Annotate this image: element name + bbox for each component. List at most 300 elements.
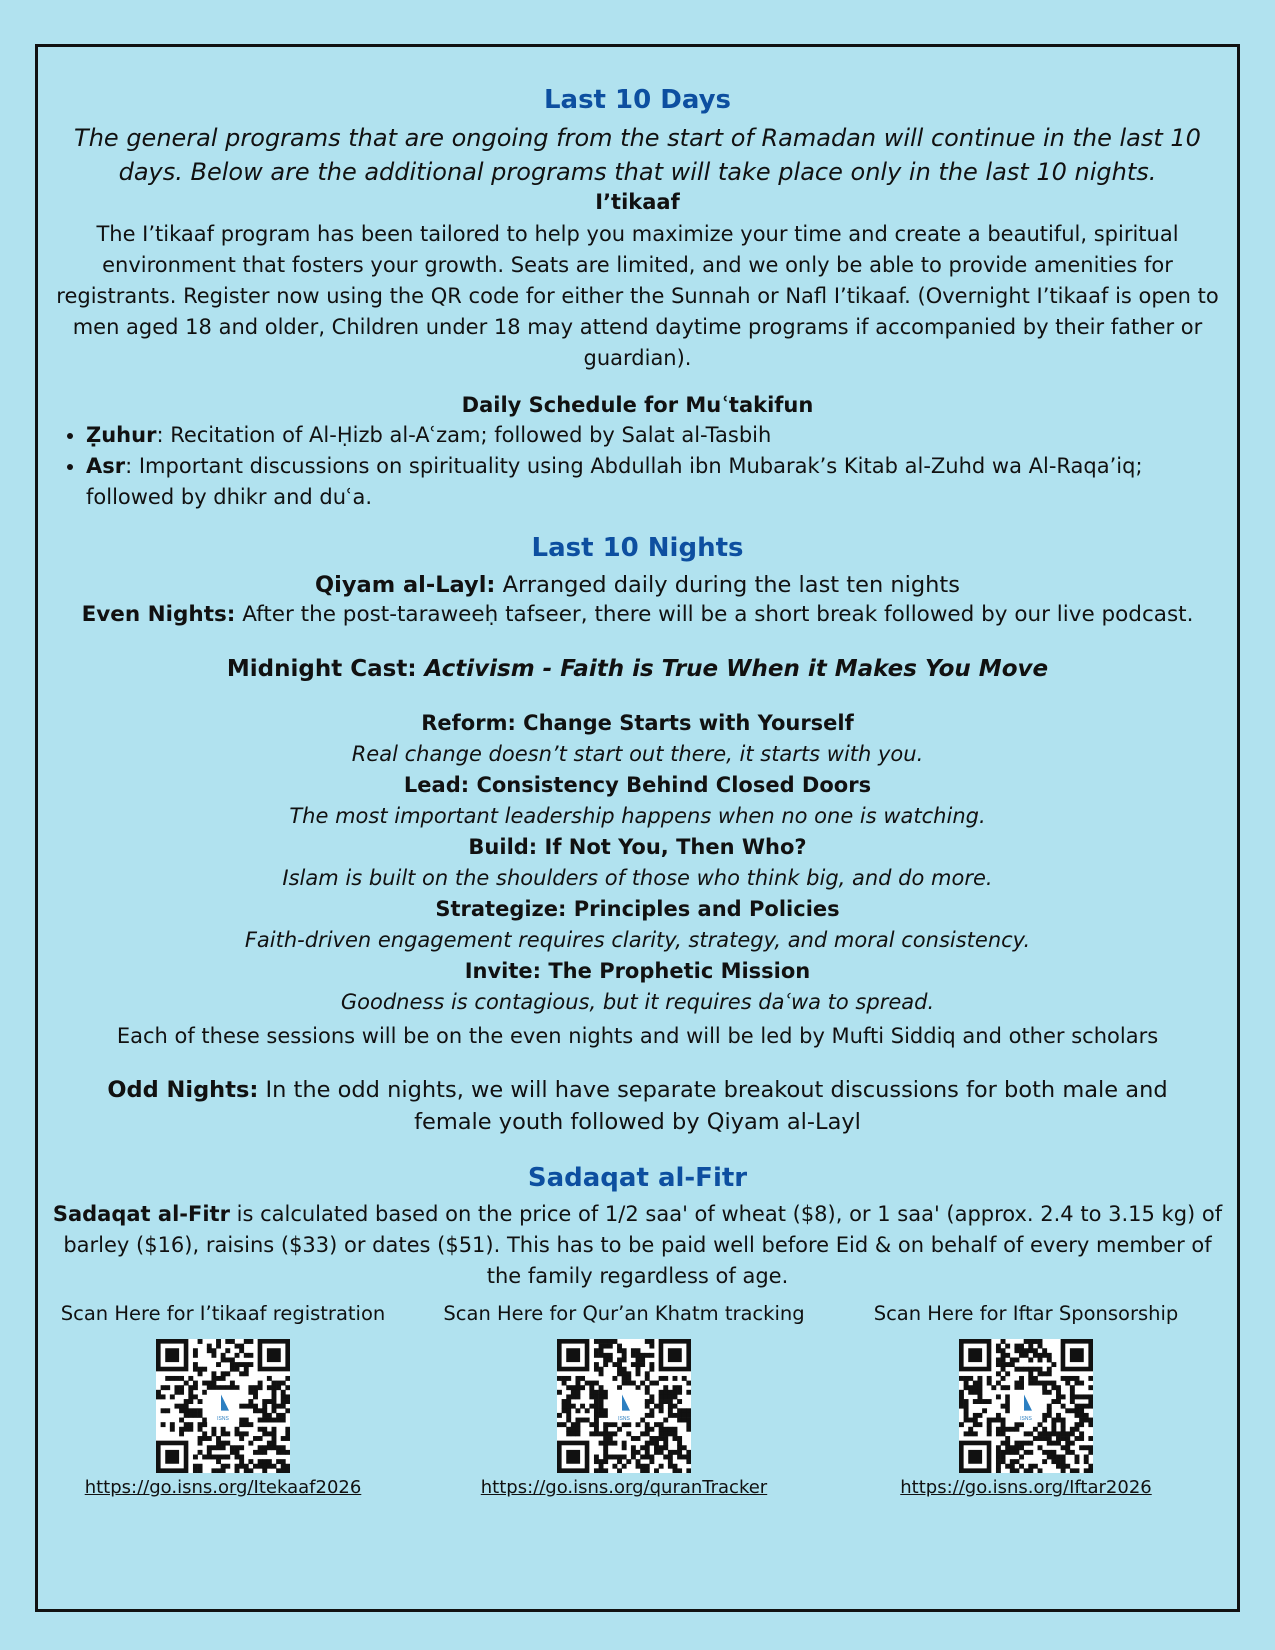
qr-module: [959, 1399, 964, 1404]
qr-module: [1084, 1418, 1089, 1423]
qr-module: [977, 1422, 982, 1427]
qr-module: [174, 1404, 179, 1409]
qr-module: [996, 1371, 1001, 1376]
qr-module: [677, 1399, 682, 1404]
qr-module: [1070, 1385, 1075, 1390]
qr-module: [659, 1445, 664, 1450]
qr-module: [1014, 1367, 1019, 1372]
qr-module: [1084, 1413, 1089, 1418]
qr-module: [1033, 1427, 1038, 1432]
qr-module: [1070, 1450, 1075, 1455]
qr-module: [272, 1381, 277, 1386]
qr-module: [244, 1404, 249, 1409]
qr-module: [1075, 1394, 1080, 1399]
qr-module: [258, 1459, 263, 1464]
qr-module: [1088, 1445, 1093, 1450]
qr-module: [964, 1408, 969, 1413]
qr-module: [673, 1376, 678, 1381]
qr-module: [996, 1413, 1001, 1418]
qr-module: [575, 1427, 580, 1432]
qr-module: [1042, 1418, 1047, 1423]
itikaaf-registration-link[interactable]: https://go.isns.org/Itekaaf2026: [84, 1477, 362, 1498]
qr-module: [1005, 1394, 1010, 1399]
qr-module: [996, 1459, 1001, 1464]
qr-module: [225, 1441, 230, 1446]
qr-module: [258, 1427, 263, 1432]
qr-module: [258, 1450, 263, 1455]
qr-module: [677, 1468, 682, 1473]
qr-module: [1042, 1427, 1047, 1432]
qr-module: [1014, 1427, 1019, 1432]
qr-module: [184, 1399, 189, 1404]
qr-module: [603, 1422, 608, 1427]
qr-module: [996, 1362, 1001, 1367]
qr-module: [603, 1390, 608, 1395]
qr-module: [996, 1394, 1001, 1399]
qr-module: [1051, 1431, 1056, 1436]
qr-module: [248, 1441, 253, 1446]
qr-module: [211, 1445, 216, 1450]
qr-module: [1088, 1418, 1093, 1423]
qr-module: [1079, 1418, 1084, 1423]
qr-module: [631, 1362, 636, 1367]
qr-module: [1028, 1367, 1033, 1372]
qr-module: [594, 1427, 599, 1432]
qr-module: [973, 1431, 978, 1436]
qr-module: [964, 1381, 969, 1386]
qr-module: [603, 1394, 608, 1399]
qr-module: [202, 1422, 207, 1427]
qiyam-line: [38, 569, 1237, 601]
qr-module: [987, 1381, 992, 1386]
qr-module: [1047, 1367, 1052, 1372]
qr-module: [659, 1427, 664, 1432]
qr-module: [239, 1436, 244, 1441]
qr-module: [1065, 1450, 1070, 1455]
qr-module: [1061, 1394, 1066, 1399]
qr-module: [1010, 1427, 1015, 1432]
qr-module: [174, 1385, 179, 1390]
qr-module: [585, 1418, 590, 1423]
qr-module: [244, 1362, 249, 1367]
qr-module: [207, 1348, 212, 1353]
qr-module: [198, 1422, 203, 1427]
qr-module: [193, 1367, 198, 1372]
qr-module: [230, 1445, 235, 1450]
qr-module: [673, 1404, 678, 1409]
qr-finder-inner: [566, 1450, 580, 1464]
qr-module: [272, 1399, 277, 1404]
qr-module: [1075, 1427, 1080, 1432]
qr-module: [640, 1468, 645, 1473]
qr-module: [575, 1381, 580, 1386]
qr-module: [599, 1464, 604, 1469]
iftar-sponsorship-link[interactable]: https://go.isns.org/Iftar2026: [900, 1477, 1152, 1498]
schedule-item-asr: [86, 451, 1207, 513]
qiyam-text: Arranged daily during the last ten nights: [495, 572, 960, 598]
qr-module: [239, 1348, 244, 1353]
qr-code-iftar[interactable]: [959, 1339, 1093, 1473]
qr-module: [193, 1353, 198, 1358]
qr-module: [1088, 1399, 1093, 1404]
qr-module: [272, 1436, 277, 1441]
qr-module: [188, 1399, 193, 1404]
qr-module: [225, 1339, 230, 1344]
qr-module: [1038, 1339, 1043, 1344]
qr-module: [1014, 1348, 1019, 1353]
qr-module: [262, 1418, 267, 1423]
qr-module: [1075, 1381, 1080, 1386]
qr-module: [973, 1413, 978, 1418]
qr-module: [202, 1436, 207, 1441]
qr-module: [272, 1394, 277, 1399]
qr-module: [631, 1381, 636, 1386]
qr-module: [258, 1418, 263, 1423]
qr-module: [1014, 1381, 1019, 1386]
page-border-frame: [35, 44, 1240, 1612]
qr-module: [1079, 1404, 1084, 1409]
qr-module: [1056, 1390, 1061, 1395]
midnight-cast-label: Midnight Cast:: [226, 656, 425, 682]
qr-module: [1070, 1431, 1075, 1436]
qr-module: [1075, 1413, 1080, 1418]
qr-module: [968, 1390, 973, 1395]
odd-nights-line: [38, 1074, 1237, 1138]
qr-module: [1005, 1450, 1010, 1455]
qr-module: [188, 1390, 193, 1395]
qr-module: [562, 1408, 567, 1413]
qr-module: [235, 1344, 240, 1349]
qr-module: [235, 1385, 240, 1390]
qr-module: [1061, 1464, 1066, 1469]
qr-module: [1001, 1441, 1006, 1446]
qr-module: [1005, 1427, 1010, 1432]
qr-module: [198, 1450, 203, 1455]
qr-module: [659, 1408, 664, 1413]
qr-module: [1070, 1427, 1075, 1432]
qr-module: [1014, 1385, 1019, 1390]
qr-module: [1001, 1459, 1006, 1464]
qr-module: [645, 1431, 650, 1436]
qr-module: [1065, 1408, 1070, 1413]
qr-module: [248, 1362, 253, 1367]
qr-module: [622, 1441, 627, 1446]
qr-module: [1010, 1362, 1015, 1367]
qr-code-quran[interactable]: [557, 1339, 691, 1473]
qr-module: [1061, 1431, 1066, 1436]
qr-module: [599, 1399, 604, 1404]
qr-module: [1061, 1455, 1066, 1460]
qr-module: [1024, 1450, 1029, 1455]
qr-module: [207, 1450, 212, 1455]
qr-module: [594, 1390, 599, 1395]
qr-module: [959, 1376, 964, 1381]
qr-module: [617, 1427, 622, 1432]
qr-module: [663, 1445, 668, 1450]
qr-module: [589, 1422, 594, 1427]
qr-module: [659, 1376, 664, 1381]
qr-module: [285, 1468, 290, 1473]
qr-module: [1005, 1353, 1010, 1358]
qr-module: [622, 1353, 627, 1358]
qr-module: [622, 1367, 627, 1372]
qr-module: [1024, 1367, 1029, 1372]
qr-module: [156, 1394, 161, 1399]
qr-module: [1061, 1436, 1066, 1441]
qr-module: [599, 1353, 604, 1358]
qr-module: [1042, 1459, 1047, 1464]
qr-module: [1014, 1357, 1019, 1362]
qr-module: [1051, 1418, 1056, 1423]
qr-module: [996, 1357, 1001, 1362]
qr-module: [1056, 1394, 1061, 1399]
qr-module: [562, 1404, 567, 1409]
qr-module: [1005, 1385, 1010, 1390]
qr-module: [1042, 1353, 1047, 1358]
qr-module: [267, 1445, 272, 1450]
qr-module: [1051, 1427, 1056, 1432]
qr-module: [235, 1450, 240, 1455]
qr-module: [1056, 1431, 1061, 1436]
qr-module: [1033, 1353, 1038, 1358]
qr-module: [575, 1408, 580, 1413]
qr-module: [631, 1445, 636, 1450]
qr-module: [198, 1371, 203, 1376]
qr-module: [649, 1441, 654, 1446]
qr-module: [202, 1455, 207, 1460]
qr-module: [677, 1455, 682, 1460]
qr-module: [645, 1390, 650, 1395]
qr-module: [599, 1394, 604, 1399]
qr-module: [663, 1436, 668, 1441]
qr-module: [594, 1431, 599, 1436]
qr-module: [599, 1441, 604, 1446]
qr-module: [267, 1431, 272, 1436]
qr-module: [262, 1427, 267, 1432]
qr-module: [1014, 1344, 1019, 1349]
qr-code-itikaaf[interactable]: [156, 1339, 290, 1473]
qr-module: [673, 1390, 678, 1395]
qr-module: [645, 1464, 650, 1469]
qr-module: [996, 1381, 1001, 1386]
last-10-days-intro: The general programs that are ongoing from the start of Ramadan will continue in the last 10 days. Below are the additional programs that will take place only in the last 10 nights.: [74, 124, 1201, 186]
qr-module: [968, 1385, 973, 1390]
qr-module: [179, 1390, 184, 1395]
qr-module: [1038, 1367, 1043, 1372]
qr-module: [1084, 1468, 1089, 1473]
qr-module: [612, 1441, 617, 1446]
qr-module: [977, 1394, 982, 1399]
qr-module: [686, 1413, 691, 1418]
qr-module: [285, 1385, 290, 1390]
qr-module: [202, 1418, 207, 1423]
qr-module: [645, 1339, 650, 1344]
qr-module: [1005, 1371, 1010, 1376]
qr-module: [617, 1348, 622, 1353]
qr-module: [608, 1436, 613, 1441]
qr-module: [580, 1376, 585, 1381]
qr-module: [677, 1408, 682, 1413]
qr-module: [557, 1413, 562, 1418]
qr-module: [281, 1450, 286, 1455]
qr-module: [244, 1371, 249, 1376]
qr-module: [599, 1385, 604, 1390]
qr-module: [202, 1367, 207, 1372]
qr-module: [262, 1450, 267, 1455]
qr-module: [677, 1390, 682, 1395]
qr-module: [248, 1390, 253, 1395]
qr-module: [248, 1339, 253, 1344]
qr-module: [1019, 1344, 1024, 1349]
qr-module: [216, 1385, 221, 1390]
schedule-item-label: Asr: [86, 454, 126, 478]
qr-module: [599, 1413, 604, 1418]
qr-module: [161, 1422, 166, 1427]
qr-module: [663, 1418, 668, 1423]
qr-module: [631, 1455, 636, 1460]
qr-module: [1038, 1381, 1043, 1386]
qr-module: [1038, 1422, 1043, 1427]
qr-module: [193, 1413, 198, 1418]
qr-module: [682, 1445, 687, 1450]
qr-module: [1005, 1362, 1010, 1367]
qr-module: [608, 1353, 613, 1358]
qr-module: [682, 1413, 687, 1418]
qr-module: [281, 1464, 286, 1469]
qr-module: [221, 1431, 226, 1436]
qr-module: [1061, 1404, 1066, 1409]
qr-module: [1001, 1404, 1006, 1409]
quran-tracker-link[interactable]: https://go.isns.org/quranTracker: [480, 1477, 768, 1498]
qr-module: [179, 1408, 184, 1413]
qr-module: [1019, 1367, 1024, 1372]
qr-module: [1070, 1441, 1075, 1446]
qr-module: [1065, 1464, 1070, 1469]
qr-module: [1028, 1376, 1033, 1381]
qr-module: [636, 1367, 641, 1372]
qr-module: [594, 1468, 599, 1473]
qr-module: [640, 1381, 645, 1386]
qr-module: [262, 1445, 267, 1450]
qr-module: [659, 1450, 664, 1455]
qr-module: [973, 1381, 978, 1386]
qr-module: [594, 1348, 599, 1353]
qr-module: [1065, 1445, 1070, 1450]
qr-module: [612, 1339, 617, 1344]
qr-module: [603, 1353, 608, 1358]
qr-module: [211, 1427, 216, 1432]
qr-module: [174, 1376, 179, 1381]
qr-module: [603, 1468, 608, 1473]
qr-module: [649, 1353, 654, 1358]
qr-module: [1084, 1394, 1089, 1399]
qr-module: [617, 1468, 622, 1473]
qr-module: [640, 1431, 645, 1436]
qr-module: [1024, 1348, 1029, 1353]
qr-module: [262, 1404, 267, 1409]
qr-finder-inner: [968, 1450, 982, 1464]
qr-module: [1042, 1450, 1047, 1455]
qr-module: [645, 1399, 650, 1404]
qr-module: [211, 1468, 216, 1473]
qr-module: [668, 1399, 673, 1404]
qr-module: [1047, 1450, 1052, 1455]
qr-module: [1038, 1445, 1043, 1450]
qr-module: [244, 1418, 249, 1423]
qr-module: [603, 1441, 608, 1446]
qr-module: [170, 1394, 175, 1399]
qr-module: [599, 1339, 604, 1344]
qr-module: [285, 1427, 290, 1432]
qr-module: [211, 1385, 216, 1390]
qr-module: [557, 1376, 562, 1381]
qr-label: Scan Here for Iftar Sponsorship: [873, 1302, 1179, 1325]
qr-module: [244, 1464, 249, 1469]
qr-module: [253, 1394, 258, 1399]
qr-module: [575, 1390, 580, 1395]
qr-module: [977, 1376, 982, 1381]
qr-module: [1024, 1441, 1029, 1446]
qr-module: [285, 1408, 290, 1413]
qr-module: [1010, 1445, 1015, 1450]
qr-module: [221, 1427, 226, 1432]
qr-module: [272, 1385, 277, 1390]
qr-module: [580, 1418, 585, 1423]
qr-module: [566, 1431, 571, 1436]
qr-module: [1033, 1381, 1038, 1386]
qr-module: [1019, 1376, 1024, 1381]
qr-module: [1042, 1436, 1047, 1441]
qr-module: [1079, 1381, 1084, 1386]
qr-module: [244, 1353, 249, 1358]
qr-module: [682, 1376, 687, 1381]
qr-module: [1070, 1390, 1075, 1395]
qr-module: [603, 1408, 608, 1413]
last-10-nights-heading: Last 10 Nights: [531, 533, 744, 563]
qr-module: [211, 1371, 216, 1376]
qr-module: [184, 1408, 189, 1413]
qr-module: [996, 1445, 1001, 1450]
qr-module: [1014, 1422, 1019, 1427]
isns-logo-text: ISNS: [618, 1415, 630, 1422]
qr-module: [216, 1339, 221, 1344]
qr-module: [626, 1422, 631, 1427]
qr-module: [677, 1418, 682, 1423]
sadaqat-text: is calculated based on the price of 1/2 saa' of wheat ($8), or 1 saa' (approx. 2.4 to 3.15 kg) of barley ($16), raisins ($33) or dates ($51). This has to be paid well before Eid & on behalf of every member of the family regardless of age.: [63, 1202, 1223, 1288]
qr-module: [1028, 1348, 1033, 1353]
qr-module: [188, 1394, 193, 1399]
qr-module: [663, 1427, 668, 1432]
isns-logo-text: ISNS: [217, 1415, 229, 1422]
qr-module: [285, 1450, 290, 1455]
qr-block-iftar: [826, 1302, 1226, 1498]
qr-module: [225, 1431, 230, 1436]
qr-module: [239, 1404, 244, 1409]
qr-module: [575, 1394, 580, 1399]
qr-module: [617, 1362, 622, 1367]
qr-module: [599, 1459, 604, 1464]
qr-module: [649, 1339, 654, 1344]
daily-schedule-heading: Daily Schedule for Muʿtakifun: [461, 393, 814, 417]
qr-module: [612, 1422, 617, 1427]
qr-module: [216, 1468, 221, 1473]
qr-module: [1010, 1468, 1015, 1473]
qr-module: [1014, 1468, 1019, 1473]
qr-module: [626, 1431, 631, 1436]
qr-module: [1019, 1381, 1024, 1386]
qr-module: [1061, 1445, 1066, 1450]
qr-module: [221, 1468, 226, 1473]
